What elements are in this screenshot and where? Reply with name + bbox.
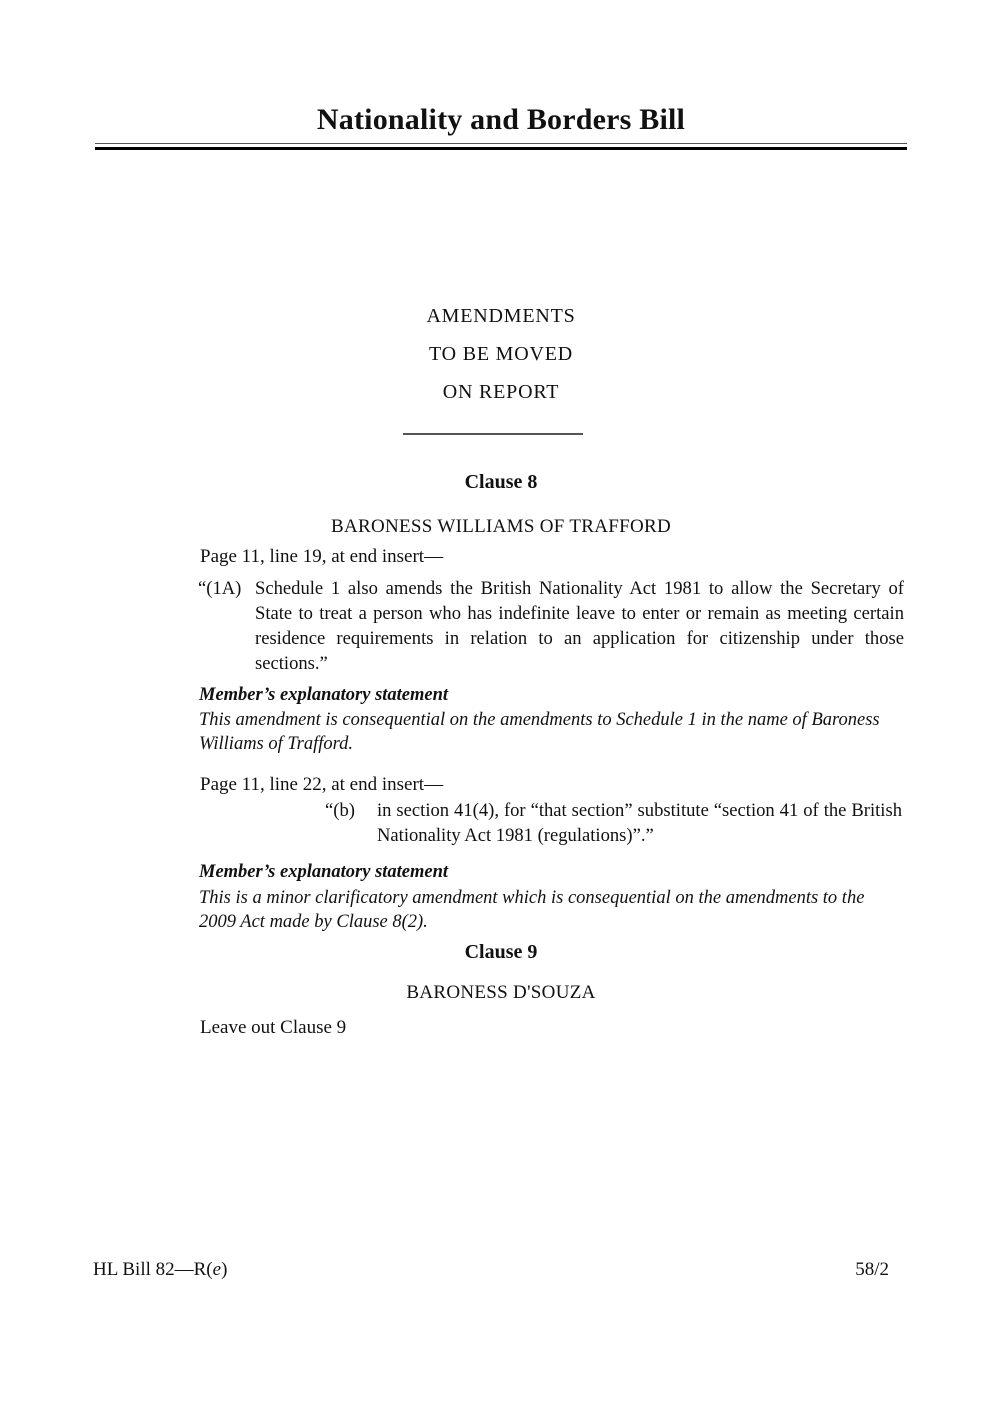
amendment-2-explanatory-label: Member’s explanatory statement (199, 862, 449, 882)
provision-number: “(b) (325, 800, 355, 821)
amendment-1-explanatory-label: Member’s explanatory statement (199, 685, 449, 705)
front-divider-line (403, 433, 583, 435)
front-heading-to-be-moved: TO BE MOVED (429, 343, 573, 365)
clause-8-mover-name: BARONESS WILLIAMS OF TRAFFORD (330, 516, 672, 537)
clause-9-instruction: Leave out Clause 9 (200, 1017, 347, 1038)
footer-sheet-number: 58/2 (855, 1259, 889, 1280)
footer-bill-reference (93, 1258, 227, 1282)
provision-number: “(1A) (198, 578, 242, 599)
amendment-2-provision (325, 798, 902, 848)
provision-text: in section 41(4), for “that section” substitute “section 41 of the British Nationality Act 1981 (regulations)”.” (377, 800, 902, 846)
amendment-2-instruction: Page 11, line 22, at end insert— (200, 774, 444, 795)
footer-bill-reference-italic: e (212, 1259, 222, 1280)
page-footer (93, 1258, 889, 1282)
title-double-rule (95, 143, 907, 150)
footer-bill-reference-prefix: HL Bill 82—R( (93, 1259, 213, 1280)
amendment-1-instruction: Page 11, line 19, at end insert— (200, 546, 444, 567)
footer-bill-reference-suffix: ) (221, 1259, 228, 1280)
clause-9-mover-name: BARONESS D'SOUZA (406, 982, 596, 1003)
amendment-1-provision (198, 576, 904, 676)
amendment-2-explanatory-text: This is a minor clarificatory amendment which is consequential on the amendments to the 2009 Act made by Clause 8(2). (199, 888, 865, 932)
front-heading-on-report: ON REPORT (442, 381, 560, 403)
clause-8-heading: Clause 8 (464, 471, 538, 493)
amendment-1-explanatory-text: This amendment is consequential on the amendments to Schedule 1 in the name of Baroness Williams of Trafford. (199, 710, 880, 754)
page-title: Nationality and Borders Bill (316, 103, 686, 136)
front-heading-amendments: AMENDMENTS (426, 305, 576, 327)
provision-text: Schedule 1 also amends the British Nationality Act 1981 to allow the Secretary of State to treat a person who has indefinite leave to enter or remain as meeting certain residence requirements in relation to an application for citizenship under those sections.” (255, 578, 904, 674)
clause-9-heading: Clause 9 (464, 941, 538, 963)
